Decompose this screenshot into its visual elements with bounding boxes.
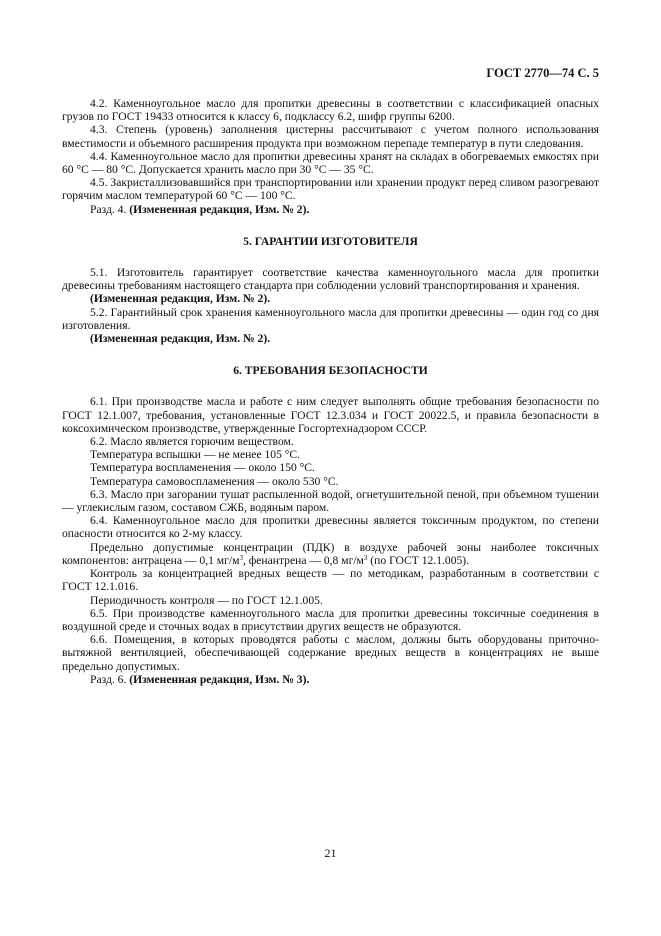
periodicity-paragraph: Периодичность контроля — по ГОСТ 12.1.005.: [90, 593, 323, 607]
paragraph-6-2: 6.2. Масло является горючим веществом.: [90, 435, 294, 449]
note-prefix: Разд. 6.: [90, 672, 130, 686]
paragraph-5-2: 5.2. Гарантийный срок хранения каменноугольного масла для пропитки древесины — один год со дня изготовления.: [62, 305, 599, 332]
section-4-amendment-note: [62, 203, 599, 216]
pdk-paragraph: [62, 541, 599, 567]
section-6-amendment-note: [62, 673, 599, 686]
flash-point: Температура вспышки — не менее 105 °С.: [90, 448, 301, 462]
pdk-text-b: , фенантрена — 0,8 мг/м: [242, 553, 364, 567]
note-prefix: Разд. 4.: [90, 202, 130, 216]
paragraph-5-1-note: (Измененная редакция, Изм. № 2).: [90, 292, 271, 306]
paragraph-6-4: 6.4. Каменноугольное масло для пропитки древесины является токсичным продуктом, по степени опасности относится ко 2-му классу.: [62, 514, 599, 541]
pdk-text-a: Предельно допустимые концентрации (ПДК) в воздухе рабочей зоны наиболее токсичных компонентов: антрацена — 0,1 мг/м: [62, 540, 599, 567]
paragraph-4-5: 4.5. Закристаллизовавшийся при транспортировании или хранении продукт перед сливом разогревают горячим маслом температурой 60 °С — 100 °С.: [62, 176, 599, 203]
paragraph-4-4: 4.4. Каменноугольное масло для пропитки древесины хранят на складах в обогреваемых емкостях при 60 °С — 80 °С. Допускается хранить масло при 30 °С — 35 °С.: [62, 149, 599, 177]
pdk-superscript-1: 3: [239, 553, 243, 562]
paragraph-6-5: 6.5. При производстве каменноугольного масла для пропитки древесины токсичные соединения в воздушной среде и сточных водах в присутствии других веществ не образуются.: [62, 606, 599, 633]
paragraph-5-2-note: (Измененная редакция, Изм. № 2).: [90, 332, 271, 346]
ignition-temperature: Температура воспламенения — около 150 °С.: [90, 461, 315, 475]
control-paragraph: Контроль за концентрацией вредных веществ — по методикам, разработанным в соответствии с ГОСТ 12.1.016.: [62, 567, 599, 594]
page-content: [62, 97, 599, 686]
paragraph-5-1: 5.1. Изготовитель гарантирует соответствие качества каменноугольного масла для пропитки древесины требованиям настоящего стандарта при соблюдении условий транспортирования и хранения.: [62, 266, 599, 293]
paragraph-6-1: 6.1. При производстве масла и работе с ним следует выполнять общие требования безопасности по ГОСТ 12.1.007, требования, установленные ГОСТ 12.3.034 и ГОСТ 20022.5, и правила безопасности в коксохимическом производстве, утвержденные Госгортехнадзором СССР.: [62, 395, 599, 435]
autoignition-temperature: Температура самовоспламенения — около 530 °С.: [90, 474, 339, 488]
pdk-text-c: (по ГОСТ 12.1.005).: [367, 553, 470, 567]
paragraph-4-3: 4.3. Степень (уровень) заполнения цистерны рассчитывают с учетом полного использования вместимости и объемного расширения продукта при возможном перепаде температур в пути следования.: [62, 123, 599, 150]
paragraph-6-3: 6.3. Масло при загорании тушат распыленной водой, огнетушительной пеной, при объемном тушении — углекислым газом, составом СЖБ, водяным паром.: [62, 487, 599, 515]
pdk-superscript-2: 3: [363, 553, 368, 562]
running-header: ГОСТ 2770—74 С. 5: [486, 66, 599, 80]
paragraph-6-6: 6.6. Помещения, в которых проводятся работы с маслом, должны быть оборудованы приточно-вытяжной вентиляцией, обеспечивающей содержание вредных веществ в концентрациях не выше предельно допустимых.: [62, 633, 599, 673]
paragraph-4-2: 4.2. Каменноугольное масло для пропитки древесины в соответствии с классификацией опасных грузов по ГОСТ 19433 относится к классу 6, подклассу 6.2, шифр группы 6200.: [62, 97, 599, 124]
section-5-title: 5. ГАРАНТИИ ИЗГОТОВИТЕЛЯ: [243, 234, 418, 248]
note-bold: (Измененная редакция, Изм. № 3).: [129, 672, 310, 686]
note-bold: (Измененная редакция, Изм. № 2).: [129, 202, 310, 216]
page-number: 21: [324, 846, 337, 860]
section-6-title: 6. ТРЕБОВАНИЯ БЕЗОПАСНОСТИ: [233, 364, 428, 378]
